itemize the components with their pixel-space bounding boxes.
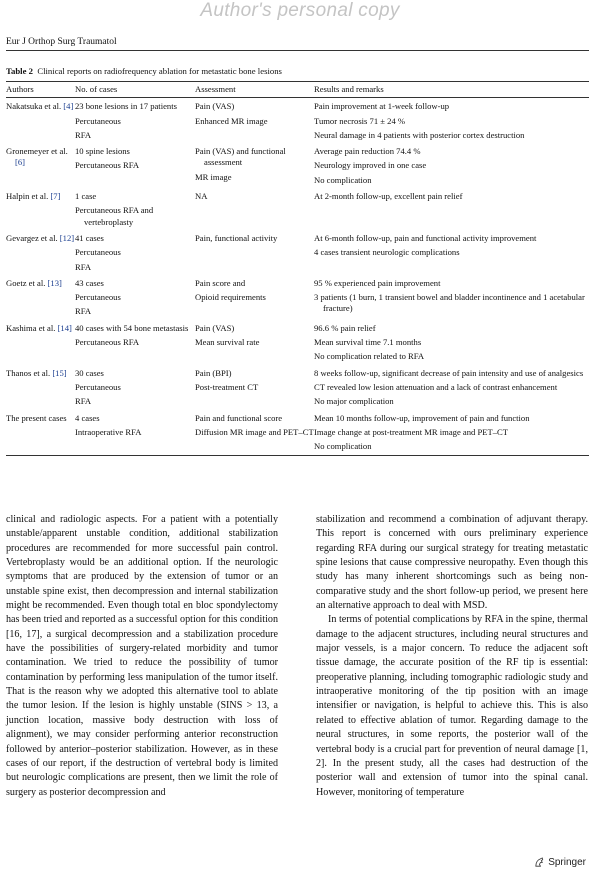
cell-results-item: Mean survival time 7.1 months [314, 337, 422, 348]
cell-results-item: Neurology improved in one case [314, 160, 427, 171]
table-row [6, 365, 589, 410]
table-label: Table 2 [6, 66, 33, 76]
header-results: Results and remarks [314, 82, 589, 98]
cell-cases-item: RFA [75, 396, 92, 407]
cell-assessment-item: Pain (VAS) and functional assessment [195, 146, 286, 168]
cell-author [6, 275, 75, 320]
table-row [6, 275, 589, 320]
cell-results [314, 410, 589, 456]
cell-results-item: 95 % experienced pain improvement [314, 277, 441, 288]
cell-assessment-item: Post-treatment CT [195, 381, 259, 392]
cell-assessment-item: Mean survival rate [195, 337, 260, 348]
cell-cases-item: 10 spine lesions [75, 146, 130, 157]
body-paragraph: stabilization and recommend a combination of adjuvant therapy. This report is concerned with ours preliminary experience regarding RFA during our surgical strategy for treating metastatic spine lesions that cause compressive neuropathy. Even though this study has many inherent shortcomings such as being non-comparative study and the short follow-up period, we present here an alternative approach to deal with MSD. [316, 514, 588, 612]
author-name: Goetz et al. [13] [6, 277, 62, 288]
cell-assessment-item: Opioid requirements [195, 292, 266, 303]
table-caption-text: Clinical reports on radiofrequency ablation for metastatic bone lesions [37, 66, 282, 76]
cell-results-item: At 2-month follow-up, excellent pain relief [314, 191, 463, 202]
cell-cases-item: 30 cases [75, 367, 104, 378]
publisher-footer [534, 857, 586, 868]
cell-results-item: No major complication [314, 396, 394, 407]
cell-cases-item: Percutaneous RFA and vertebroplasty [75, 205, 154, 227]
author-reference-link[interactable]: [7] [50, 191, 61, 202]
cell-assessment [195, 320, 314, 365]
author-name: Nakatsuka et al. [4] [6, 101, 74, 112]
cell-results-item: Mean 10 months follow-up, improvement of pain and function [314, 412, 530, 423]
cell-author [6, 410, 75, 456]
cell-results-item: 4 cases transient neurologic complications [314, 247, 460, 258]
header-assessment: Assessment [195, 82, 314, 98]
cell-assessment-item: Enhanced MR image [195, 115, 268, 126]
cell-assessment-item: Pain and functional score [195, 412, 283, 423]
cell-results-item: No complication [314, 441, 372, 452]
table-body [6, 98, 589, 456]
cell-results-item: No complication [314, 174, 372, 185]
cell-assessment-item: Pain (BPI) [195, 367, 232, 378]
author-reference-link[interactable]: [12] [59, 232, 75, 243]
table-caption [6, 66, 282, 76]
cell-assessment [195, 188, 314, 230]
cell-results-item: Image change at post-treatment MR image and PET–CT [314, 426, 509, 437]
cell-cases-item: Percutaneous [75, 115, 121, 126]
cell-assessment-item: NA [195, 191, 208, 202]
cell-assessment [195, 410, 314, 456]
table-row [6, 410, 589, 456]
cell-cases [75, 275, 195, 320]
cell-results-item: CT revealed low lesion attenuation and a lack of contrast enhancement [314, 381, 558, 392]
cell-author [6, 320, 75, 365]
cell-assessment-item: Pain (VAS) [195, 322, 235, 333]
cell-cases-item: 43 cases [75, 277, 104, 288]
cell-cases [75, 365, 195, 410]
cell-cases-item: RFA [75, 261, 92, 272]
author-name: Halpin et al. [7] [6, 191, 61, 202]
author-reference-link[interactable]: [4] [63, 101, 74, 112]
cell-cases [75, 410, 195, 456]
cell-author [6, 188, 75, 230]
cell-author [6, 143, 75, 188]
author-reference-link[interactable]: [6] [15, 157, 26, 168]
cell-cases-item: RFA [75, 129, 92, 140]
cell-cases-item: 23 bone lesions in 17 patients [75, 101, 177, 112]
cell-results-item: Neural damage in 4 patients with posterior cortex destruction [314, 129, 525, 140]
table-row [6, 98, 589, 143]
author-reference-link[interactable]: [14] [57, 322, 72, 333]
body-left-column [6, 513, 278, 800]
body-paragraph: clinical and radiologic aspects. For a patient with a potentially unstable/apparent unstable condition, additional stabilization procedures are recommended for more successful pain control. Vertebroplasty would be an additional option. If the neurologic symptoms that are produced by the extension of tumor or an unstable spine exist, then decompression and internal stabilization might be recommended. Even though total en bloc spondylectomy has been tried and reported as a successful option for this condition [16, 17], a surgical decompression and a stabilization procedure have the possibilities of surgery-related morbidity and tumor contamination. We tried to reduce the possibility of tumor contamination by performing less manipulation of the tumor itself. That is the reason why we adopted this alternative tool to ablate the tumor lesion. If the lesion is highly unstable (SINS > 13, a junction location, massive body destruction with loss of alignment), we may consider performing anterior reconstruction followed by anterior–posterior stabilization. However, as in these cases of our report, if the destruction of vertebral body is limited but neurologic complications are present, then we limit the role of surgery as posterior decompression and [6, 514, 278, 798]
cell-cases [75, 98, 195, 143]
cell-results [314, 320, 589, 365]
table-row [6, 320, 589, 365]
cell-assessment [195, 98, 314, 143]
cell-cases-item: 41 cases [75, 232, 104, 243]
table-row [6, 143, 589, 188]
table-header-row [6, 82, 589, 98]
cell-cases-item: 40 cases with 54 bone metastasis [75, 322, 189, 333]
cell-results-item: 8 weeks follow-up, significant decrease of pain intensity and use of analgesics [314, 367, 584, 378]
author-name: Thanos et al. [15] [6, 367, 67, 378]
running-head: Eur J Orthop Surg Traumatol [6, 37, 117, 47]
cell-author [6, 98, 75, 143]
cell-cases-item: Percutaneous RFA [75, 337, 140, 348]
cell-author [6, 365, 75, 410]
cell-results [314, 275, 589, 320]
cell-results [314, 98, 589, 143]
cell-results-item: Pain improvement at 1-week follow-up [314, 101, 450, 112]
cell-results-item: 96.6 % pain relief [314, 322, 376, 333]
cell-assessment [195, 230, 314, 275]
springer-horse-icon [534, 857, 545, 868]
cell-cases-item: Percutaneous [75, 381, 121, 392]
author-name: The present cases [6, 412, 67, 423]
header-cases: No. of cases [75, 82, 195, 98]
cell-cases [75, 143, 195, 188]
cell-results-item: At 6-month follow-up, pain and functional activity improvement [314, 232, 537, 243]
cell-results [314, 188, 589, 230]
cell-assessment [195, 143, 314, 188]
cell-results [314, 230, 589, 275]
cell-results-item: 3 patients (1 burn, 1 transient bowel and bladder incontinence and 1 acetabular fracture) [314, 292, 585, 314]
cell-results-item: No complication related to RFA [314, 351, 425, 362]
author-name: Kashima et al. [14] [6, 322, 72, 333]
cell-assessment [195, 275, 314, 320]
cell-results-item: Average pain reduction 74.4 % [314, 146, 421, 157]
cell-assessment-item: Pain, functional activity [195, 232, 278, 243]
cell-cases-item: Percutaneous [75, 247, 121, 258]
cell-author [6, 230, 75, 275]
author-name: Gevargez et al. [12] [6, 232, 75, 243]
table-row [6, 230, 589, 275]
cell-assessment-item: Pain score and [195, 277, 246, 288]
cell-cases-item: Percutaneous [75, 292, 121, 303]
header-authors: Authors [6, 82, 75, 98]
cell-cases [75, 320, 195, 365]
cell-cases-item: 1 case [75, 191, 97, 202]
cell-cases-item: 4 cases [75, 412, 100, 423]
cell-cases-item: Percutaneous RFA [75, 160, 140, 171]
body-paragraph: In terms of potential complications by RFA in the spine, thermal damage to the adjacent structures, including neural structures and major vessels, is a major concern. To reduce the adjacent soft tissue damage, the accurate position of the RF tip is essential: preoperative planning, including tomographic radiologic study and intraoperative monitoring of the tip position with an image intensifier or navigation, is helpful to achieve this. This is also related to effective ablation of tumor. Regarding damage to the neural structures, in some reports, the posterior wall of the vertebral body is a crucial part for prevention of neural damage [1, 2]. In the present study, all the cases had destruction of the posterior wall and extension of tumor into the spinal canal. However, monitoring of temperature [316, 614, 588, 798]
cell-results [314, 143, 589, 188]
cell-assessment [195, 365, 314, 410]
header-rule [6, 50, 589, 51]
author-reference-link[interactable]: [15] [52, 367, 67, 378]
cell-cases-item: Intraoperative RFA [75, 426, 142, 437]
publisher-name: Springer [548, 857, 586, 868]
watermark: Author's personal copy [200, 0, 400, 21]
cell-assessment-item: Diffusion MR image and PET–CT [195, 426, 314, 437]
cell-assessment-item: Pain (VAS) [195, 101, 235, 112]
table-row [6, 188, 589, 230]
clinical-reports-table [6, 81, 589, 456]
cell-results [314, 365, 589, 410]
cell-assessment-item: MR image [195, 171, 232, 182]
cell-cases-item: RFA [75, 306, 92, 317]
cell-results-item: Tumor necrosis 71 ± 24 % [314, 115, 406, 126]
author-reference-link[interactable]: [13] [47, 277, 62, 288]
cell-cases [75, 188, 195, 230]
cell-cases [75, 230, 195, 275]
body-right-column [316, 513, 588, 800]
author-name: Gronemeyer et al. [6] [6, 146, 68, 168]
